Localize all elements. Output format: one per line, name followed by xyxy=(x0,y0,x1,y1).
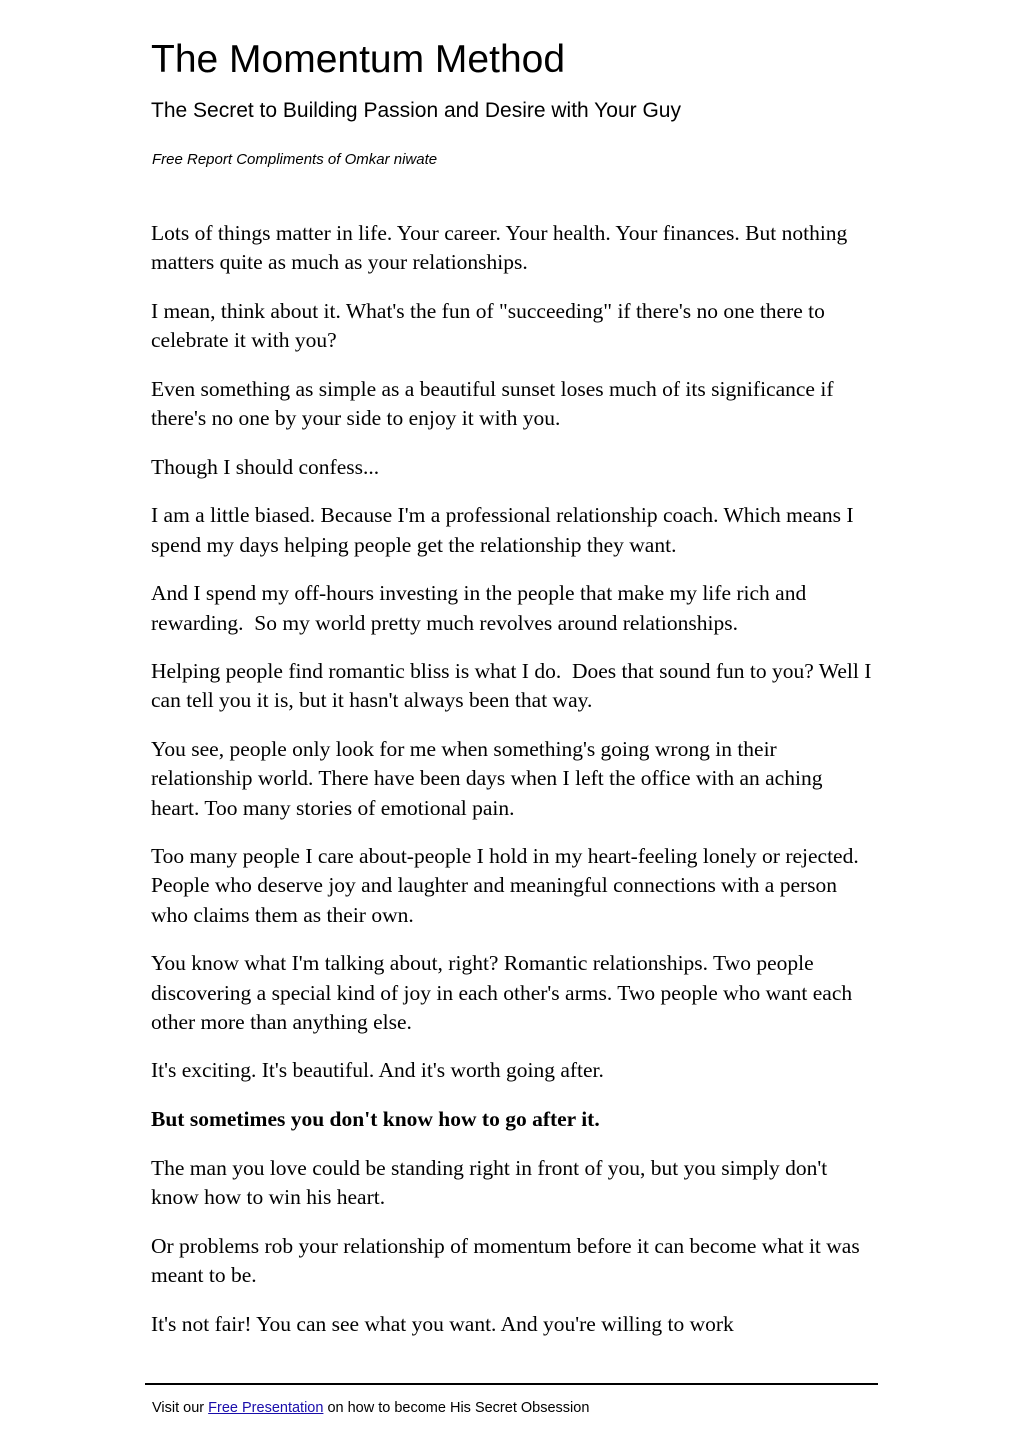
footer-divider xyxy=(145,1383,878,1385)
document-body xyxy=(151,219,876,1358)
body-paragraph: Though I should confess... xyxy=(151,454,380,479)
body-paragraph: Too many people I care about-people I hold in my heart-feeling lonely or rejected. People who deserve joy and laughter and meaningful connections with a person who claims them as their own. xyxy=(151,844,865,927)
document-subtitle: The Secret to Building Passion and Desire with Your Guy xyxy=(151,99,681,122)
body-paragraph: Even something as simple as a beautiful sunset loses much of its significance if there's no one by your side to enjoy it with you. xyxy=(151,376,839,431)
body-paragraph: I am a little biased. Because I'm a professional relationship coach. Which means I spend my days helping people get the relationship they want. xyxy=(151,503,859,557)
body-paragraph: I mean, think about it. What's the fun of "succeeding" if there's no one there to celebrate it with you? xyxy=(151,298,831,353)
body-paragraph: Helping people find romantic bliss is what I do. Does that sound fun to you? Well I can tell you it is, but it hasn't always been that way. xyxy=(151,659,877,713)
compliments-line: Free Report Compliments of Omkar niwate xyxy=(152,151,438,168)
free-presentation-link[interactable]: Free Presentation xyxy=(208,1400,324,1416)
bold-paragraph: But sometimes you don't know how to go after it. xyxy=(151,1107,600,1132)
body-paragraph: You know what I'm talking about, right? Romantic relationships. Two people discovering a special kind of joy in each other's arms. Two people who want each other more than anything else. xyxy=(151,951,858,1034)
body-paragraph: It's not fair! You can see what you want. And you're willing to work xyxy=(151,1311,734,1336)
body-paragraph: Lots of things matter in life. Your career. Your health. Your finances. But nothing matters quite as much as your relationships. xyxy=(151,221,853,275)
body-paragraph: The man you love could be standing right in front of you, but you simply don't know how to win his heart. xyxy=(151,1155,833,1210)
document-title: The Momentum Method xyxy=(151,38,566,81)
body-paragraph: Or problems rob your relationship of momentum before it can become what it was meant to be. xyxy=(151,1233,866,1287)
footer-prefix: Visit our xyxy=(152,1400,209,1416)
footer xyxy=(152,1399,589,1417)
body-paragraph: You see, people only look for me when something's going wrong in their relationship world. There have been days when I left the office with an aching heart. Too many stories of emotional pain. xyxy=(151,737,828,820)
footer-suffix: on how to become His Secret Obsession xyxy=(323,1400,590,1416)
body-paragraph: And I spend my off-hours investing in the people that make my life rich and rewarding. So my world pretty much revolves around relationships. xyxy=(151,581,812,635)
body-paragraph: It's exciting. It's beautiful. And it's worth going after. xyxy=(151,1058,604,1083)
